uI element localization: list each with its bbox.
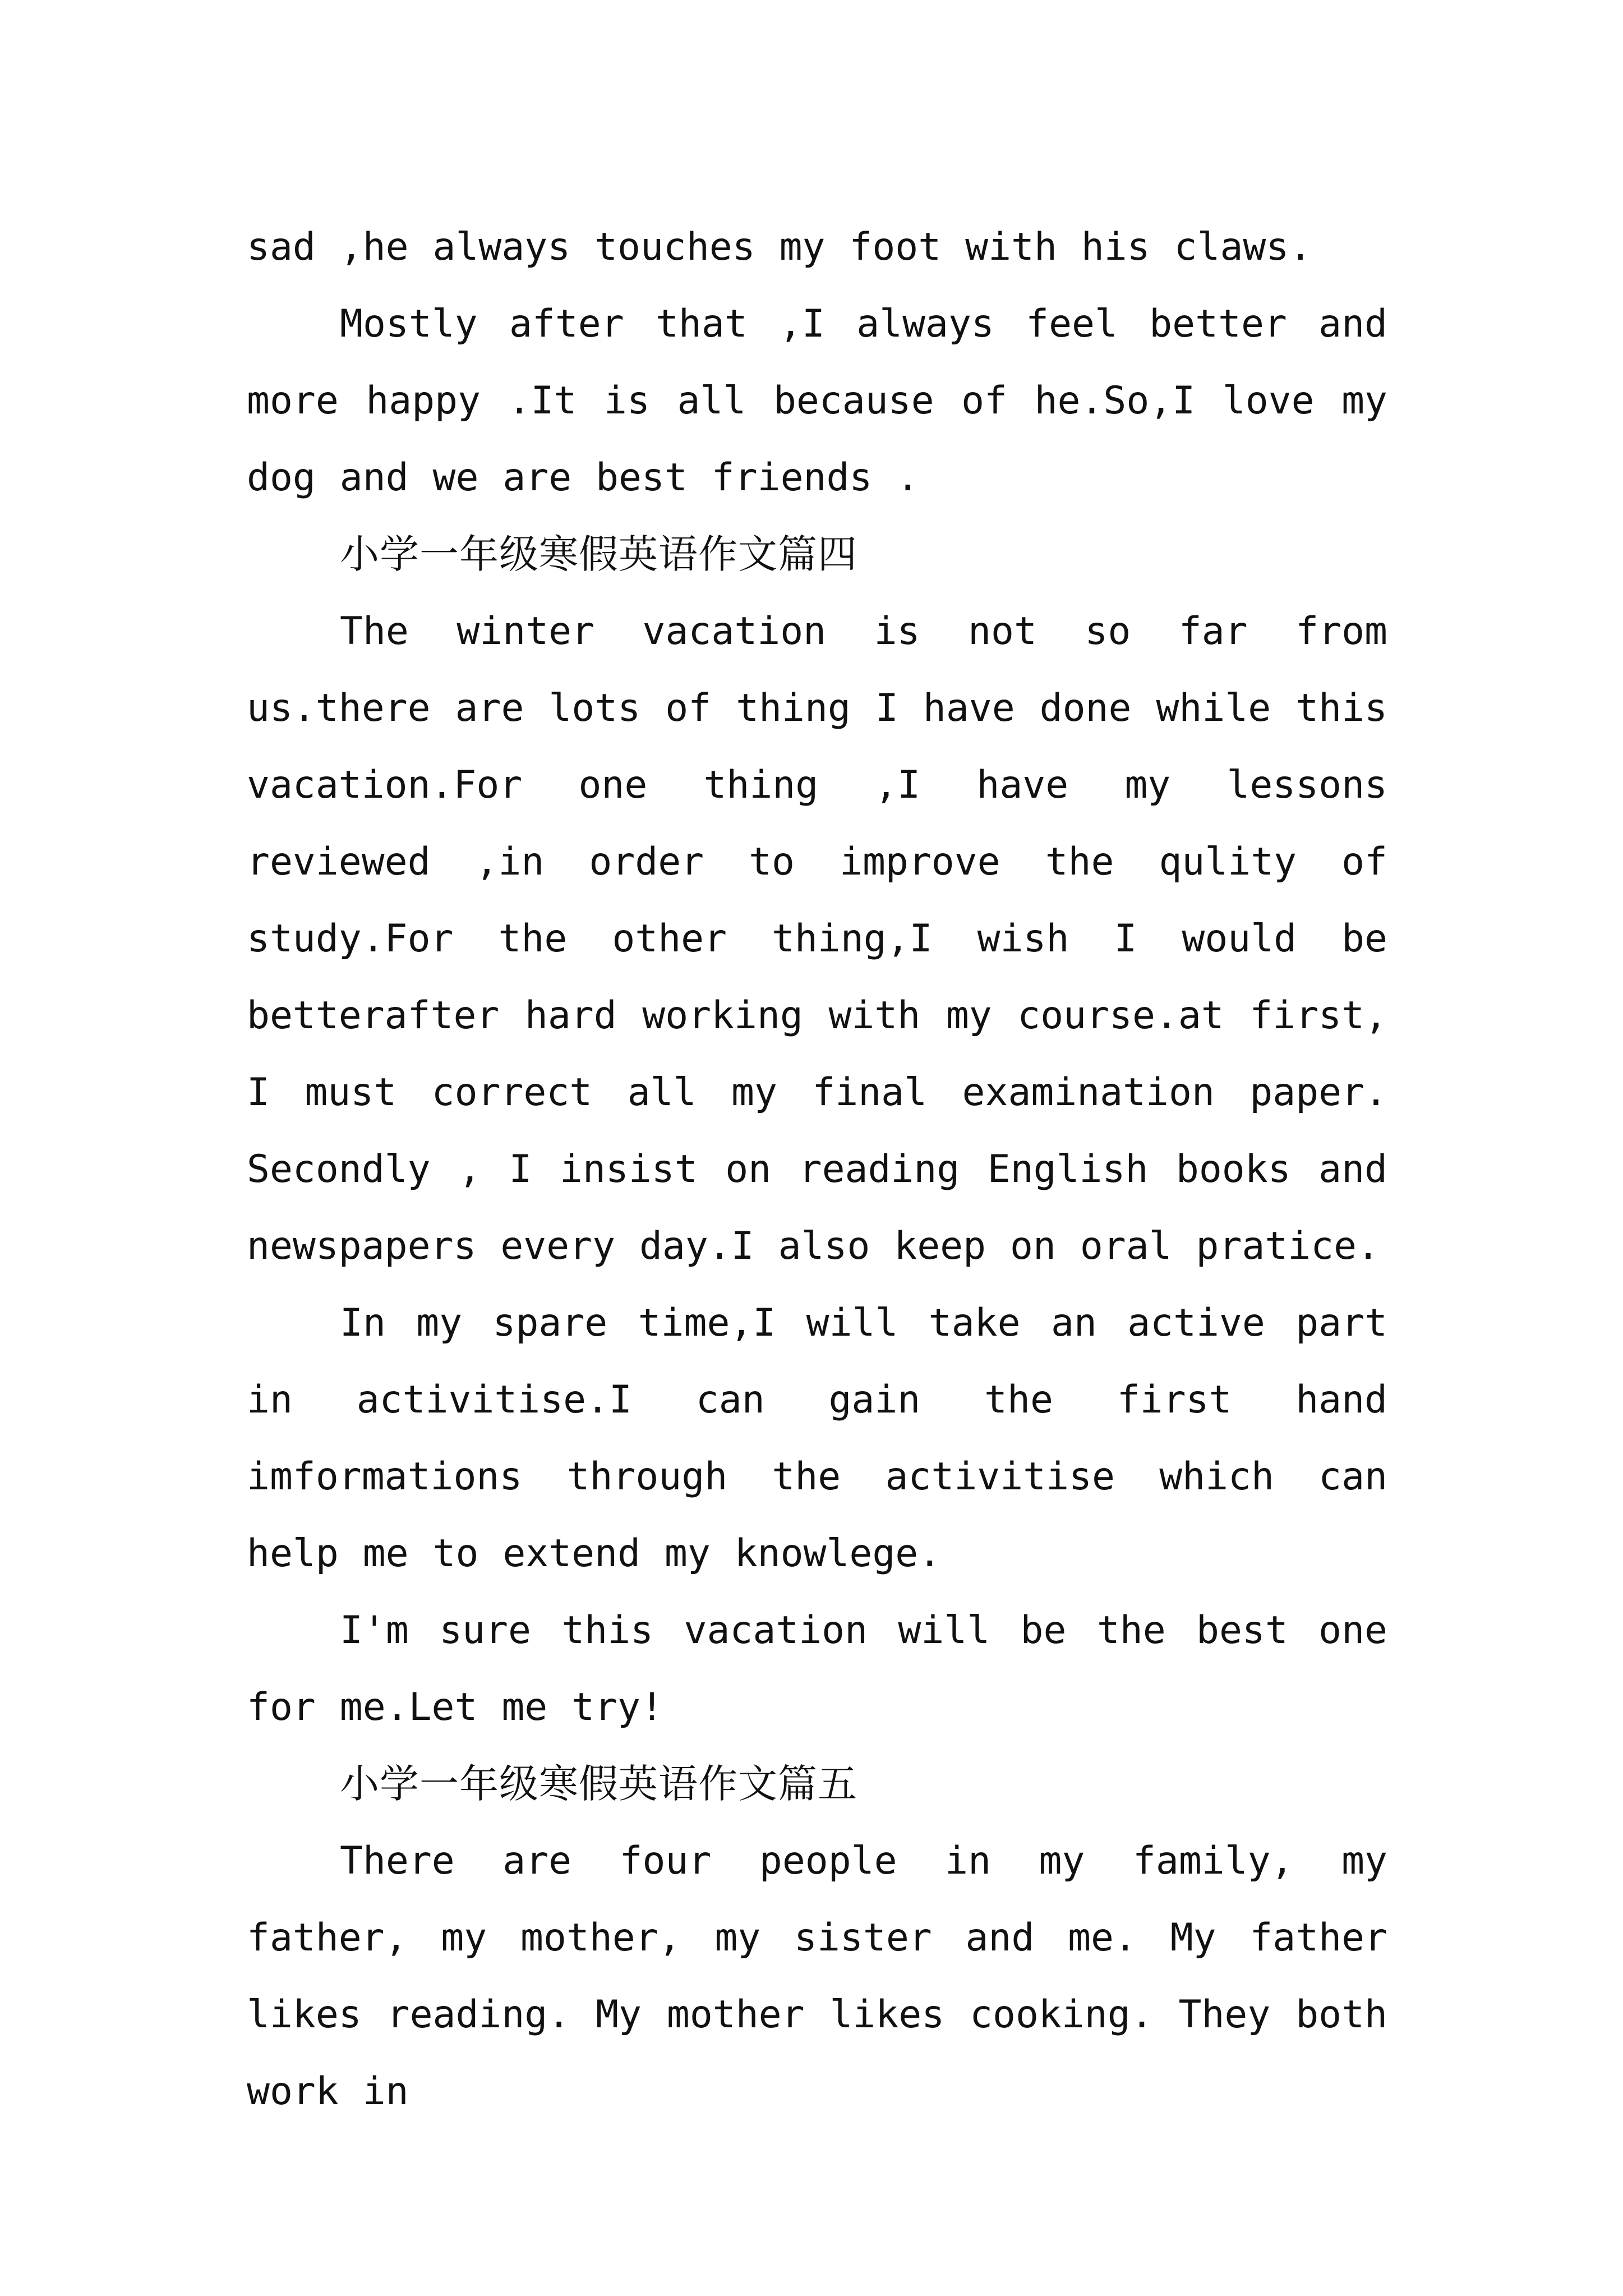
essay-heading-four: 小学一年级寒假英语作文篇四	[340, 531, 857, 577]
document-body	[247, 209, 1387, 2130]
paragraph-spare-time: In my spare time,I will take an active part in activitise.I can gain the first hand imformations through the activitise which can help me to extend my knowlege.	[247, 1301, 1387, 1576]
paragraph-winter-vacation: The winter vacation is not so far from us.there are lots of thing I have done while this vacation.For one thing ,I have my lessons reviewed ,in order to improve the qulity of study.For the other thing,I wish I would be betterafter hard working with my course.at first, I must correct all my final examination paper. Secondly , I insist on reading English books and newspapers every day.I also keep on oral pratice.	[247, 609, 1387, 1268]
paragraph-dog-ending: sad ,he always touches my foot with his claws.	[247, 225, 1312, 269]
essay-heading-five: 小学一年级寒假英语作文篇五	[340, 1761, 857, 1807]
paragraph-conclusion: I'm sure this vacation will be the best one for me.Let me try!	[247, 1608, 1387, 1729]
paragraph-family: There are four people in my family, my father, my mother, my sister and me. My father likes reading. My mother likes cooking. They both work in	[247, 1839, 1387, 2114]
paragraph-best-friends: Mostly after that ,I always feel better and more happy .It is all because of he.So,I love my dog and we are best friends .	[247, 302, 1387, 500]
